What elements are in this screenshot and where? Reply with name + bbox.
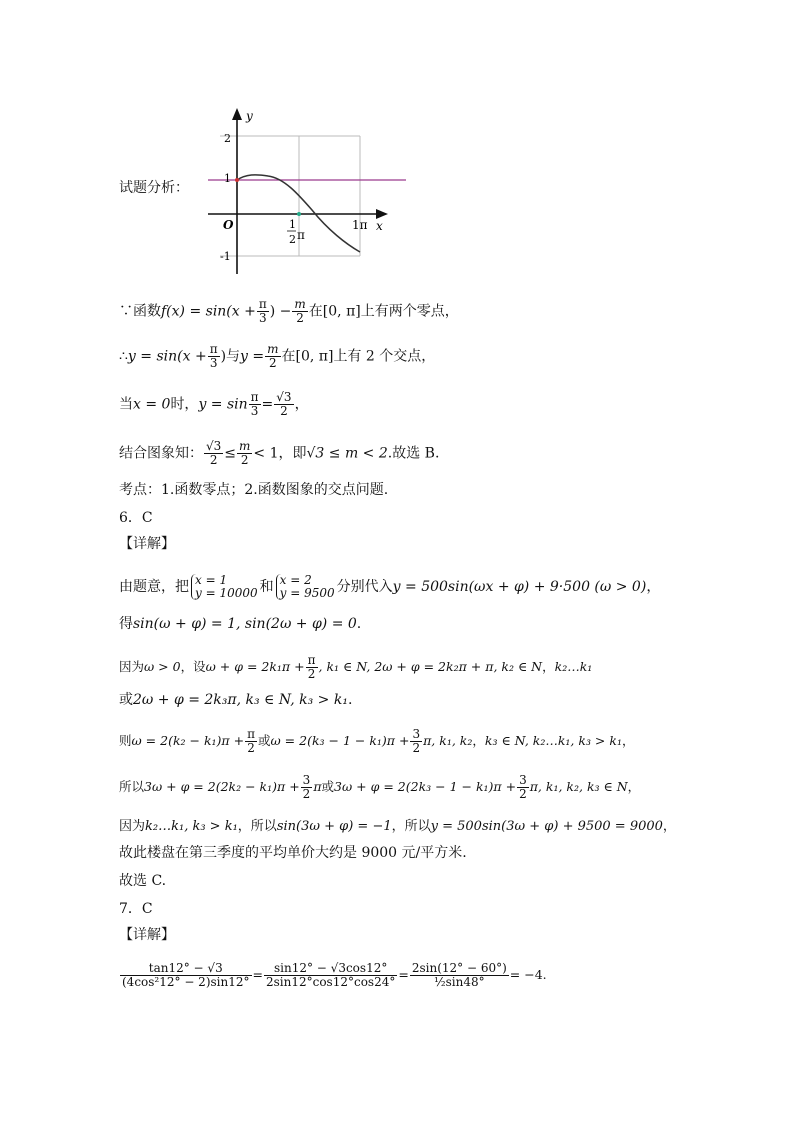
text-line <box>119 871 166 891</box>
text: ， <box>662 819 676 834</box>
formula: y = 500sin(ωx + φ) + 9·500 (ω > 0) <box>392 579 647 595</box>
formula: k₂…k₁, k₃ > k₁ <box>145 819 238 834</box>
formula: k₂…k₁ <box>554 659 593 674</box>
text: 或 <box>257 733 271 748</box>
formula: f(x) = sin(x + <box>161 303 256 320</box>
tick-y-2: 2 <box>224 132 231 145</box>
text-line <box>119 843 467 863</box>
formula: , k₁ ∈ N, 2ω + φ = 2k₂π + π, k₂ ∈ N <box>318 659 543 674</box>
text: 和 <box>259 579 274 595</box>
text: .故选 B. <box>387 445 440 462</box>
text: 考点：1.函数零点；2.函数图象的交点问题. <box>119 482 389 498</box>
text-line <box>119 440 439 467</box>
formula: y = sin <box>198 396 248 413</box>
text-line <box>119 391 309 418</box>
text: < 1，即 <box>253 445 307 462</box>
text-line <box>119 298 459 325</box>
text: 【详解】 <box>119 536 175 552</box>
equation-system: x = 1 y = 10000 <box>191 574 258 600</box>
formula: ω = 2(k₂ − k₁)π + <box>131 733 245 748</box>
tick-y-neg1: -1 <box>220 250 231 263</box>
origin-label: O <box>223 218 234 232</box>
formula: k₃ ∈ N, k₂…k₁, k₃ > k₁ <box>484 733 622 748</box>
fraction: $\frac{3}{2}$ <box>302 773 311 801</box>
text: )与 <box>220 348 241 365</box>
fraction: $\frac{√3}{2}$ <box>276 390 292 418</box>
text-line <box>119 690 352 710</box>
formula: x = 0 <box>133 396 171 413</box>
text: 时， <box>170 396 199 413</box>
text: 【详解】 <box>119 927 175 943</box>
formula: sin(ω + φ) = 1, sin(2ω + φ) = 0 <box>133 616 357 632</box>
y-axis-arrow <box>232 108 242 120</box>
text: ，所以 <box>237 819 277 834</box>
fraction: $\frac{3}{2}$ <box>519 773 527 801</box>
section-heading <box>119 925 175 945</box>
fraction: $\frac{√3}{2}$ <box>206 439 222 467</box>
fraction: $\frac{\tan 12^\circ - √3}{\text{(4cos²12° − 2)sin12°}}$ <box>122 961 250 989</box>
text: ， <box>294 396 309 413</box>
formula: ω > 0 <box>144 659 181 674</box>
fraction: $\frac{\pi}{3}$ <box>258 297 267 325</box>
formula: 3ω + φ = 2(2k₃ − 1 − k₁)π + <box>334 779 517 794</box>
text: 或 <box>321 779 335 794</box>
text: ， <box>627 779 641 794</box>
text: 因为 <box>119 659 145 674</box>
text: ∵函数 <box>119 303 161 320</box>
y-axis-label: y <box>246 109 253 123</box>
text: 结合图象知： <box>119 445 203 462</box>
tick-x-half-num: 1 <box>289 218 296 231</box>
x-axis-label: x <box>376 219 383 233</box>
text: 7．C <box>119 901 153 917</box>
fraction: $\frac{\pi}{2}$ <box>307 653 316 681</box>
text: . <box>347 692 353 708</box>
text: 则 <box>119 733 132 748</box>
fraction: $\frac{m}{2}$ <box>267 342 279 370</box>
text: 得 <box>119 616 133 632</box>
formula: π <box>313 779 322 794</box>
formula: √3 ≤ m < 2 <box>306 445 388 462</box>
text: 所以 <box>119 779 145 794</box>
tick-x-half-den: 2 <box>289 233 296 246</box>
point-half-pi <box>297 212 301 216</box>
formula: ≤ <box>224 445 237 462</box>
text-line <box>119 574 660 600</box>
text: 6．C <box>119 510 153 526</box>
fraction: $\frac{\pi}{2}$ <box>247 727 255 755</box>
text: 由题意，把 <box>119 579 189 595</box>
text: 故选 C. <box>119 873 167 889</box>
fraction: $\frac{\pi}{3}$ <box>209 342 218 370</box>
text: 当 <box>119 396 133 413</box>
formula: 2ω + φ = 2k₃π, k₃ ∈ N, k₃ > k₁ <box>133 692 348 708</box>
text: ， <box>472 733 485 748</box>
formula: ω = 2(k₃ − 1 − k₁)π + <box>270 733 410 748</box>
formula: = <box>252 967 263 982</box>
point-start <box>235 178 239 182</box>
formula: 3ω + φ = 2(2k₂ − k₁)π + <box>144 779 300 794</box>
formula: ω + φ = 2k₁π + <box>205 659 305 674</box>
fraction: $\frac{2\sin(12^\circ - 60^\circ)}{\text{½sin48°}}$ <box>411 961 507 989</box>
text-line <box>119 343 435 370</box>
text: . <box>542 967 547 982</box>
text: 故此楼盘在第三季度的平均单价大约是 9000 元/平方米. <box>119 845 467 861</box>
formula: π, k₁, k₂ <box>423 733 473 748</box>
formula: y = 500sin(3ω + φ) + 9500 = 9000 <box>430 819 663 834</box>
answer-heading <box>119 508 153 528</box>
text: 分别代入 <box>336 579 393 595</box>
text: ， <box>542 659 555 674</box>
x-axis-arrow <box>376 209 388 219</box>
text-line <box>119 962 547 989</box>
text: 在[0, π]上有 2 个交点， <box>281 348 436 365</box>
formula: = <box>398 967 409 982</box>
formula: ) − <box>269 303 292 320</box>
formula: y = <box>240 348 265 365</box>
tick-y-1: 1 <box>224 172 231 185</box>
fraction: $\frac{3}{2}$ <box>412 727 421 755</box>
formula: = <box>261 396 274 413</box>
section-heading <box>119 534 175 554</box>
fraction: $\frac{m}{2}$ <box>239 439 251 467</box>
text: ， <box>621 733 635 748</box>
text-line <box>119 480 388 500</box>
figure-caption: 试题分析： <box>119 180 189 196</box>
text: ，设 <box>180 659 206 674</box>
text: 或 <box>119 692 133 708</box>
text: ∴ <box>119 348 128 365</box>
tick-x-half-pi: π <box>297 228 305 242</box>
text: ，所以 <box>391 819 431 834</box>
fraction: $\frac{\pi}{3}$ <box>250 390 259 418</box>
text-line <box>119 614 361 634</box>
formula: sin(3ω + φ) = −1 <box>276 819 392 834</box>
formula: y = sin(x + <box>127 348 207 365</box>
text-line <box>119 654 592 681</box>
function-graph <box>188 104 418 276</box>
answer-heading <box>119 899 153 919</box>
fraction: $\frac{m}{2}$ <box>294 297 306 325</box>
text-line <box>119 817 676 837</box>
fraction: $\frac{\sin 12^\circ - √3\cos 12^\circ}{2\sin 12^\circ\cos 12^\circ\cos 24^\circ}$ <box>265 961 396 989</box>
text: ， <box>646 579 661 595</box>
text: 因为 <box>119 819 146 834</box>
text-line <box>119 728 635 755</box>
text: 在[0, π]上有两个零点， <box>308 303 459 320</box>
text-line <box>119 774 640 801</box>
formula: π, k₁, k₂, k₃ ∈ N <box>529 779 628 794</box>
text: . <box>356 616 362 632</box>
equation-system: x = 2 y = 9500 <box>276 574 335 600</box>
formula: = −4 <box>509 967 543 982</box>
tick-x-pi: 1π <box>352 218 368 232</box>
